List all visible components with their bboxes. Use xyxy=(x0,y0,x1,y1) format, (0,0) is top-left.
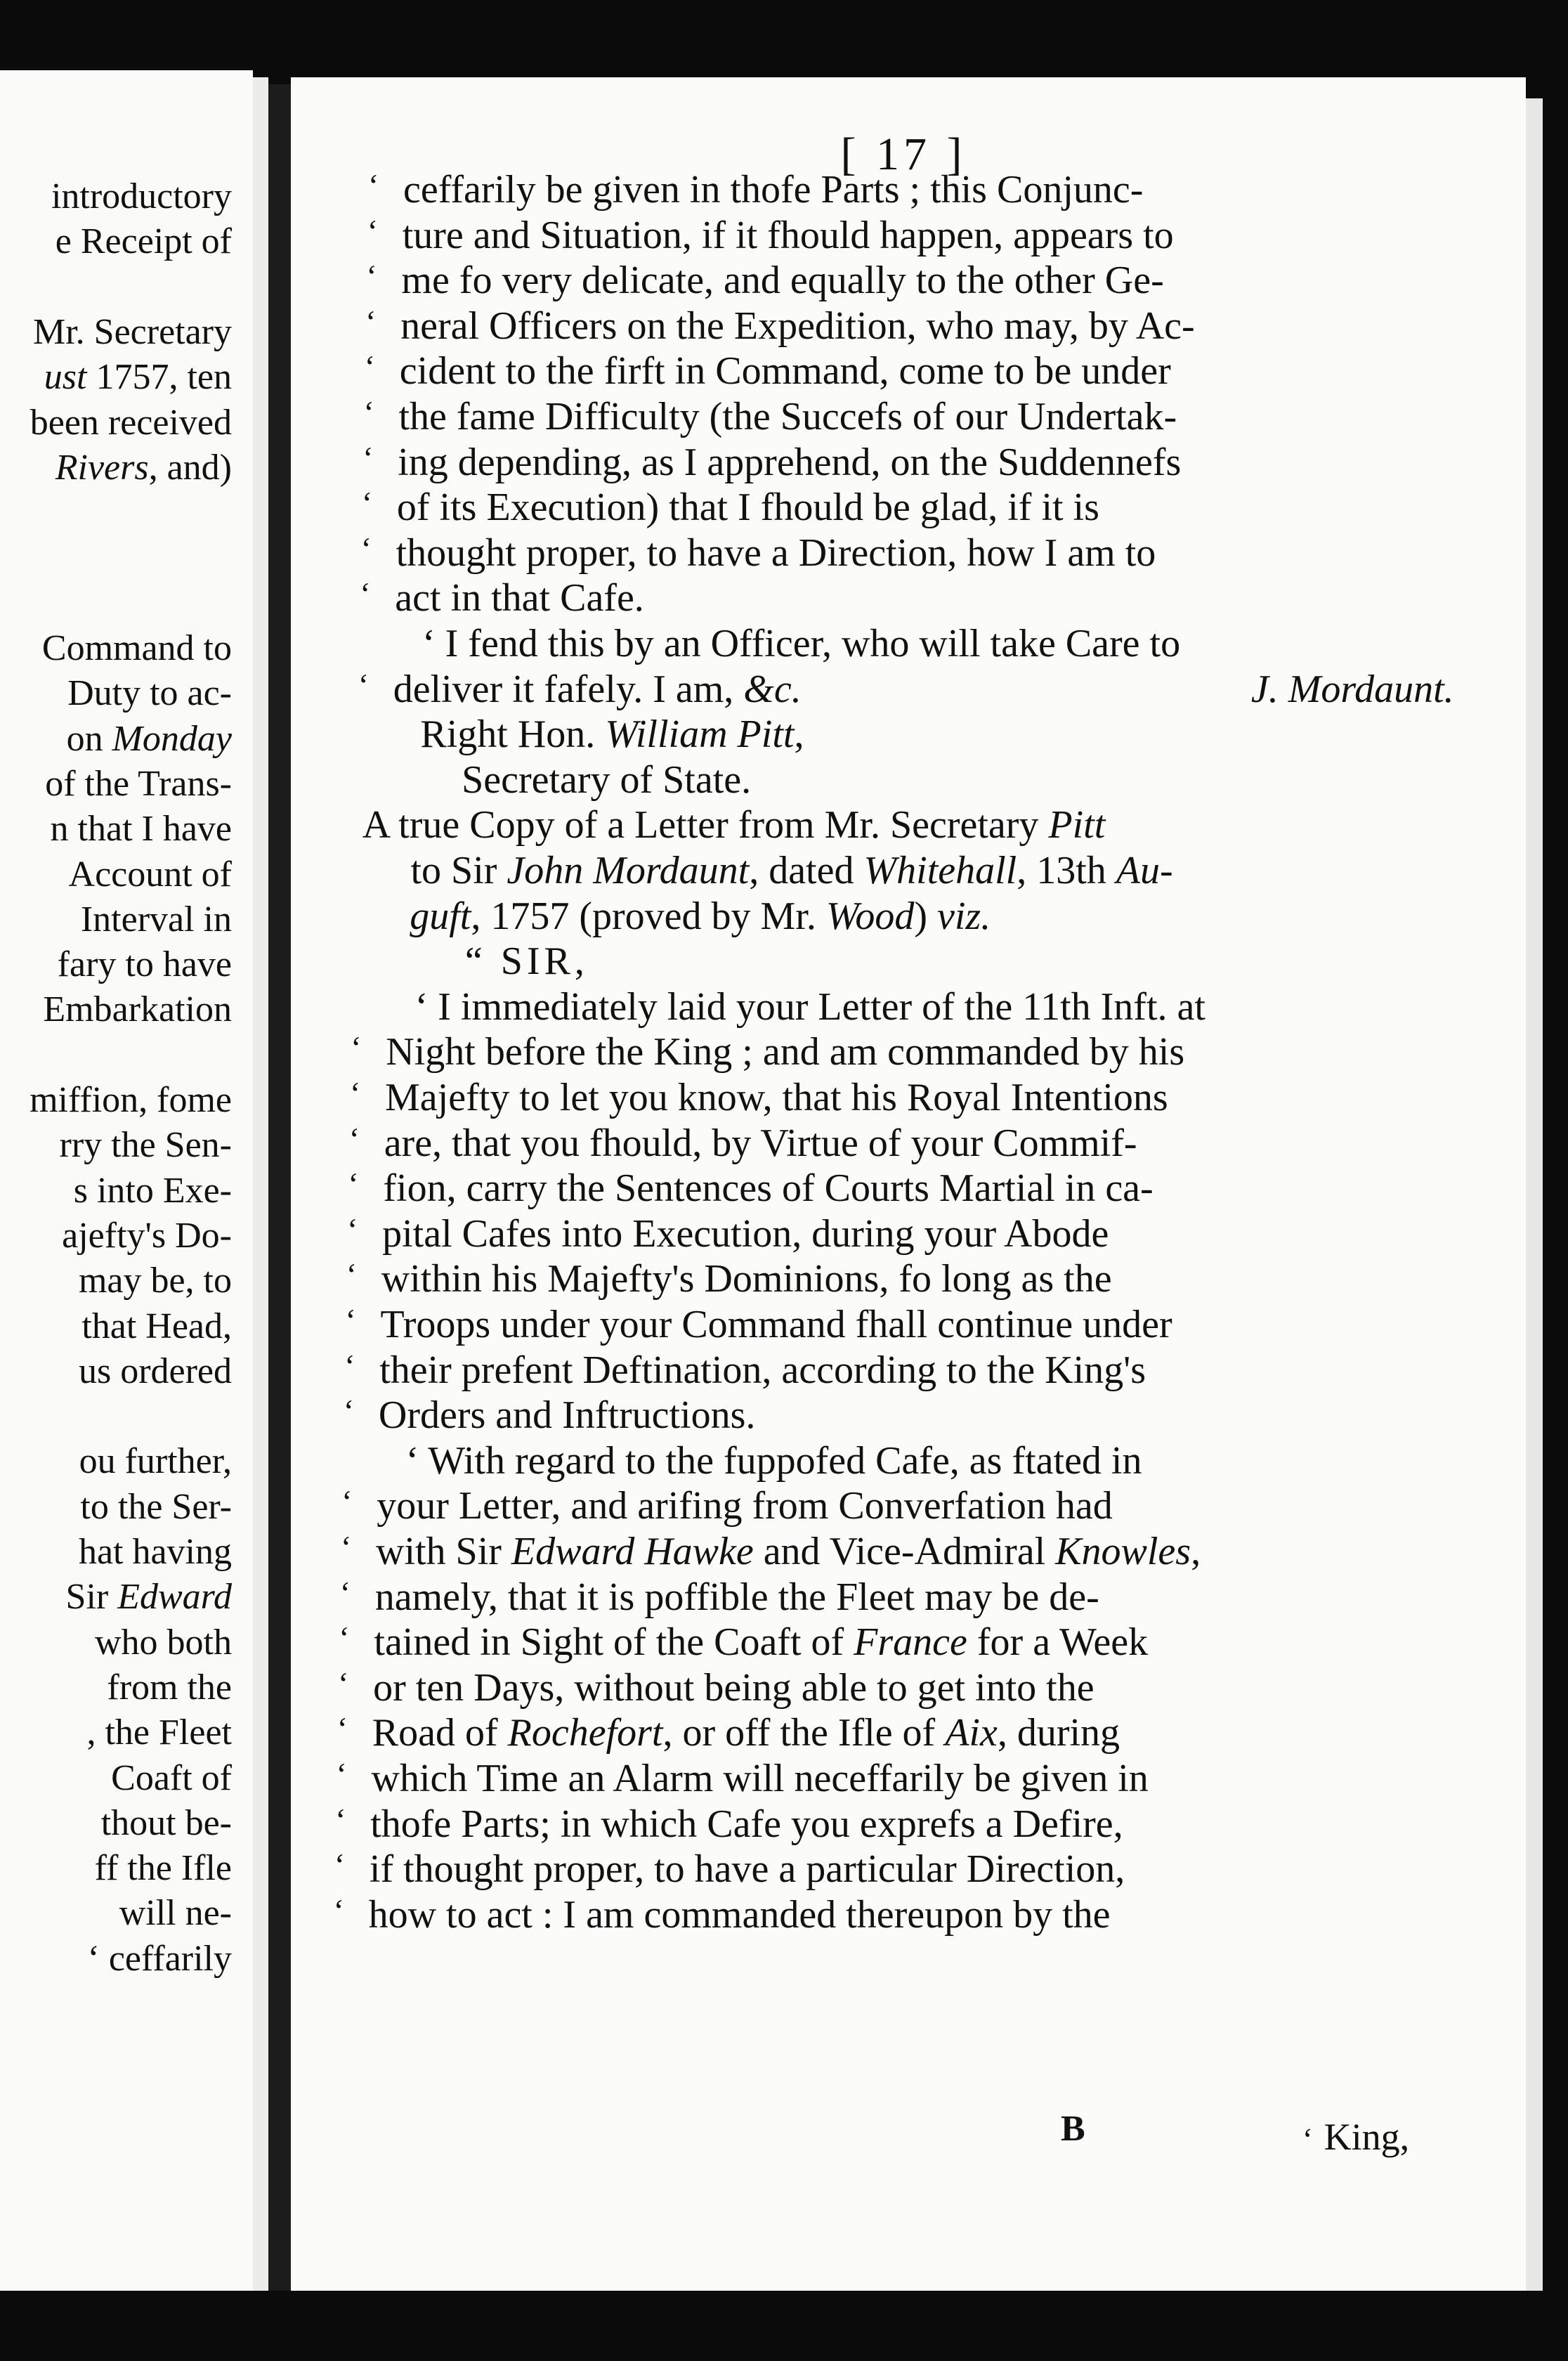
text-run: to Sir xyxy=(410,849,507,892)
text-run: of its Execution) that I fhould be glad, if it is xyxy=(396,486,1099,530)
text-run: act in that Cafe. xyxy=(395,576,644,620)
line-text xyxy=(393,667,802,712)
left-text-line xyxy=(62,1215,232,1257)
line-text xyxy=(397,485,1099,530)
left-text-line xyxy=(81,1306,232,1348)
text-run: namely, that it is poffible the Fleet may be de- xyxy=(374,1575,1099,1619)
left-text-line xyxy=(69,854,232,896)
text-run: Troops under your Command fhall continue under xyxy=(380,1303,1172,1346)
text-run: Aix xyxy=(945,1711,998,1755)
left-text-line xyxy=(45,763,232,805)
line-text xyxy=(410,894,991,939)
quote-mark: ‘ xyxy=(339,1574,351,1611)
line-text xyxy=(403,213,1174,258)
text-run: Wood xyxy=(825,894,915,938)
quote-mark: ‘ xyxy=(348,1120,360,1157)
text-run: fion, carry the Sentences of Courts Martial in ca- xyxy=(383,1166,1154,1211)
line-text xyxy=(382,1211,1109,1256)
text-run: , during xyxy=(997,1711,1121,1755)
text-run: fary to have xyxy=(57,944,232,985)
line-text xyxy=(386,1029,1184,1074)
text-run: , xyxy=(794,713,804,757)
quote-mark: ‘ xyxy=(344,1347,355,1384)
line-text xyxy=(400,349,1171,393)
left-text-line xyxy=(43,989,232,1031)
left-text-line xyxy=(33,311,232,353)
text-run: ou further, xyxy=(79,1441,232,1482)
left-text-line xyxy=(79,1260,232,1302)
text-run: Right Hon. xyxy=(420,713,606,757)
text-run: Rochefort xyxy=(507,1711,663,1755)
left-text-line xyxy=(88,1938,232,1980)
line-text xyxy=(384,1121,1137,1166)
line-text xyxy=(395,575,644,620)
text-run: , xyxy=(1191,1530,1201,1573)
line-text xyxy=(377,1483,1112,1528)
line-text xyxy=(370,1847,1125,1892)
quote-mark: ‘ xyxy=(338,1665,349,1701)
text-run: that Head, xyxy=(81,1306,232,1346)
text-run: Embarkation xyxy=(43,989,232,1030)
line-text xyxy=(465,939,589,984)
text-run: Mr. Secretary xyxy=(32,311,232,352)
line-text xyxy=(369,1892,1111,1937)
line-text xyxy=(381,1302,1172,1347)
left-text-line xyxy=(81,899,232,941)
line-text xyxy=(406,1438,1142,1483)
text-run: to the Ser- xyxy=(80,1486,232,1527)
text-run: cident to the firft in Command, come to be under xyxy=(399,349,1171,393)
text-run: with Sir xyxy=(376,1530,511,1573)
left-text-line xyxy=(119,1892,232,1934)
text-run: their prefent Deftination, according to the King's xyxy=(379,1348,1146,1392)
text-run: s into Exe- xyxy=(73,1170,232,1211)
quote-mark: ‘ xyxy=(361,485,373,521)
text-run: the fame Difficulty (the Succefs of our Undertak- xyxy=(398,395,1177,438)
quote-mark: ‘ xyxy=(362,439,374,476)
line-text xyxy=(403,167,1143,212)
quote-mark: ‘ xyxy=(341,1483,353,1520)
line-text xyxy=(381,1256,1112,1301)
left-text-line xyxy=(42,627,232,670)
text-run: France xyxy=(854,1620,967,1665)
line-text xyxy=(422,621,1180,666)
quote-mark: ‘ xyxy=(341,1529,352,1565)
left-text-line xyxy=(80,1486,232,1528)
text-run: ceffarily be given in thofe Parts ; this Conjunc- xyxy=(403,168,1144,212)
current-page xyxy=(291,77,1526,2291)
text-run: introductory xyxy=(51,176,232,216)
quote-mark: ‘ xyxy=(348,1166,359,1202)
text-run: Whitehall xyxy=(863,849,1017,892)
quote-mark: ‘ xyxy=(363,394,374,430)
text-run: viz. xyxy=(937,894,991,938)
left-text-line xyxy=(79,1531,232,1573)
left-text-line xyxy=(101,1802,232,1845)
text-run: Au- xyxy=(1116,849,1173,892)
left-text-line xyxy=(107,1667,232,1709)
line-text xyxy=(374,1620,1148,1665)
left-text-line xyxy=(95,1622,232,1664)
line-text xyxy=(370,1802,1123,1847)
left-text-line xyxy=(55,447,232,489)
line-text xyxy=(411,848,1173,893)
line-text xyxy=(379,1393,756,1438)
text-run: , dated xyxy=(749,849,864,892)
line-text xyxy=(415,984,1206,1029)
text-run: your Letter, and arifing from Converfation had xyxy=(377,1484,1113,1528)
text-run: Duty to ac- xyxy=(67,673,232,714)
text-run: if thought proper, to have a particular Direction, xyxy=(369,1847,1125,1892)
text-run: Rivers xyxy=(55,447,149,488)
text-run: e Receipt of xyxy=(55,221,232,262)
line-text xyxy=(420,712,804,757)
text-run: may be, to xyxy=(78,1261,232,1301)
text-run: Night before the King ; and am commanded by his xyxy=(386,1030,1185,1074)
quote-mark: ‘ xyxy=(339,1620,350,1656)
text-run: 1757, ten xyxy=(86,357,232,398)
text-run: Sir xyxy=(65,1577,118,1618)
text-run: , 1757 (proved by Mr. xyxy=(471,894,826,938)
quote-mark: ‘ xyxy=(346,1256,358,1293)
text-run: deliver it fafely. I am, xyxy=(393,667,744,711)
text-run: Knowles xyxy=(1055,1530,1191,1573)
quote-mark: ‘ xyxy=(367,212,379,249)
text-run: who both xyxy=(95,1622,232,1663)
text-run: thofe Parts; in which Cafe you exprefs a Defire, xyxy=(370,1802,1123,1846)
quote-mark: ‘ xyxy=(337,1710,348,1747)
text-run: hat having xyxy=(78,1532,232,1572)
quote-mark: ‘ xyxy=(364,349,376,385)
text-run: guft xyxy=(410,894,471,938)
text-run: n that I have xyxy=(50,809,232,850)
text-run: ff the Ifle xyxy=(94,1848,232,1889)
line-text xyxy=(379,1348,1146,1393)
left-text-line xyxy=(95,1847,232,1890)
line-text xyxy=(373,1665,1094,1710)
text-run: ust xyxy=(44,357,87,398)
text-run: Coaft of xyxy=(111,1757,232,1798)
text-run: for a Week xyxy=(967,1620,1149,1665)
text-run: Interval in xyxy=(80,899,232,939)
text-run: ing depending, as I apprehend, on the Suddennefs xyxy=(398,440,1182,484)
text-run: ture and Situation, if it fhould happen, appears to xyxy=(402,213,1174,257)
text-run: will ne- xyxy=(119,1893,232,1934)
text-run: Monday xyxy=(112,718,232,759)
text-run: Account of xyxy=(68,854,232,895)
text-run: ajefty's Do- xyxy=(62,1215,232,1256)
text-run: miffion, fome xyxy=(30,1080,232,1120)
catchword xyxy=(1302,2115,1409,2159)
text-run: ‘ I fend this by an Officer, who will take Care to xyxy=(422,622,1181,665)
quote-mark: ‘ xyxy=(368,167,379,203)
catchword-text: King, xyxy=(1324,2116,1410,2158)
text-run: ‘ ceffarily xyxy=(87,1938,232,1979)
text-run: William Pitt xyxy=(605,713,795,757)
quote-mark: ‘ xyxy=(347,1211,358,1247)
text-run: Orders and Inftructions. xyxy=(378,1393,756,1438)
left-text-line xyxy=(67,718,232,760)
text-run: are, that you fhould, by Virtue of your Commif- xyxy=(384,1121,1137,1165)
text-run: neral Officers on the Expedition, who may, by Ac- xyxy=(400,304,1195,348)
text-run: from the xyxy=(107,1667,232,1708)
text-run: and Vice-Admiral xyxy=(753,1530,1056,1573)
line-text xyxy=(398,440,1181,485)
left-text-line xyxy=(51,808,232,850)
text-run: tained in Sight of the Coaft of xyxy=(374,1620,854,1665)
text-run: how to act : I am commanded thereupon by the xyxy=(368,1892,1111,1937)
text-run: Pitt xyxy=(1048,803,1106,847)
page-gutter xyxy=(253,77,268,2291)
quote-mark: ‘ xyxy=(335,1801,346,1838)
text-run: me fo very delicate, and equally to the other Ge- xyxy=(401,259,1164,303)
quote-mark: ‘ xyxy=(358,666,370,703)
left-text-line xyxy=(79,1351,232,1393)
text-run: ‘ With regard to the fuppofed Cafe, as ftated in xyxy=(405,1438,1142,1483)
left-text-line xyxy=(67,672,232,715)
quote-mark: ‘ xyxy=(336,1756,347,1792)
text-run: or ten Days, without being able to get into the xyxy=(373,1665,1095,1710)
line-text xyxy=(396,531,1156,575)
text-run: rry the Sen- xyxy=(59,1125,232,1166)
left-text-line xyxy=(30,1079,232,1121)
left-text-line xyxy=(79,1440,232,1483)
quote-mark: ‘ xyxy=(334,1847,346,1883)
catchword-quote: ‘ xyxy=(1302,2122,1313,2157)
line-text xyxy=(385,1075,1168,1120)
left-text-line xyxy=(55,221,232,263)
left-text-line xyxy=(60,1124,232,1166)
quote-mark: ‘ xyxy=(345,1302,356,1338)
signatory-name: J. Mordaunt. xyxy=(1250,667,1454,711)
left-text-line xyxy=(44,356,232,398)
text-run: Secretary of State. xyxy=(462,757,752,802)
left-text-line xyxy=(30,402,232,444)
text-run: which Time an Alarm will neceffarily be given in xyxy=(371,1757,1149,1800)
text-run: Majefty to let you know, that his Royal Intentions xyxy=(385,1076,1168,1119)
text-run: thought proper, to have a Direction, how I am to xyxy=(396,531,1156,575)
text-run: us ordered xyxy=(78,1351,232,1391)
text-run: Road of xyxy=(372,1711,508,1755)
text-run: , the Fleet xyxy=(86,1712,232,1753)
line-text xyxy=(383,1166,1153,1211)
text-run: , and) xyxy=(148,447,232,488)
line-text xyxy=(372,1710,1120,1755)
text-run: , 13th xyxy=(1017,849,1116,892)
text-run: Edward Hawke xyxy=(511,1530,754,1573)
left-text-line xyxy=(74,1170,232,1212)
text-run: , or off the Ifle of xyxy=(662,1711,946,1755)
quote-mark: ‘ xyxy=(351,1029,362,1066)
text-run: of the Trans- xyxy=(45,763,232,804)
line-text xyxy=(372,1756,1149,1801)
quote-mark: ‘ xyxy=(360,530,372,566)
text-run: Command to xyxy=(41,628,232,668)
quote-mark: ‘ xyxy=(333,1892,344,1928)
text-run: on xyxy=(66,718,112,759)
line-text xyxy=(362,802,1105,847)
page-edge xyxy=(1526,98,1543,2291)
left-text-line xyxy=(111,1757,232,1800)
line-text xyxy=(462,757,751,802)
text-run: Edward xyxy=(117,1577,232,1618)
text-run: ) xyxy=(914,894,937,938)
text-run: been received xyxy=(30,402,232,443)
signature-mark: B xyxy=(1061,2109,1085,2149)
line-text xyxy=(376,1529,1201,1574)
quote-mark: ‘ xyxy=(350,1075,361,1111)
left-text-line xyxy=(58,944,232,986)
text-run: “ SIR, xyxy=(464,939,589,984)
text-run: thout be- xyxy=(100,1802,232,1843)
quote-mark: ‘ xyxy=(366,258,377,294)
quote-mark: ‘ xyxy=(360,575,371,612)
book-fold-shadow xyxy=(268,84,291,2291)
text-run: ‘ I immediately laid your Letter of the 11th Inft. at xyxy=(414,984,1206,1029)
text-run: pital Cafes into Execution, during your Abode xyxy=(382,1211,1109,1256)
quote-mark: ‘ xyxy=(365,303,377,339)
left-text-line xyxy=(86,1712,232,1754)
line-text xyxy=(400,304,1195,349)
left-text-line xyxy=(51,176,232,218)
line-text xyxy=(399,394,1177,439)
quote-mark: ‘ xyxy=(343,1393,355,1429)
text-run: John Mordaunt xyxy=(507,849,750,892)
previous-page xyxy=(0,70,253,2291)
text-run: &c. xyxy=(743,667,802,711)
left-text-line xyxy=(66,1576,232,1618)
page-number: [ 17 ] xyxy=(840,129,967,180)
text-run: within his Majefty's Dominions, fo long as the xyxy=(381,1257,1112,1301)
line-text xyxy=(401,258,1163,303)
line-text xyxy=(375,1575,1099,1620)
text-run: A true Copy of a Letter from Mr. Secretary xyxy=(362,803,1049,847)
